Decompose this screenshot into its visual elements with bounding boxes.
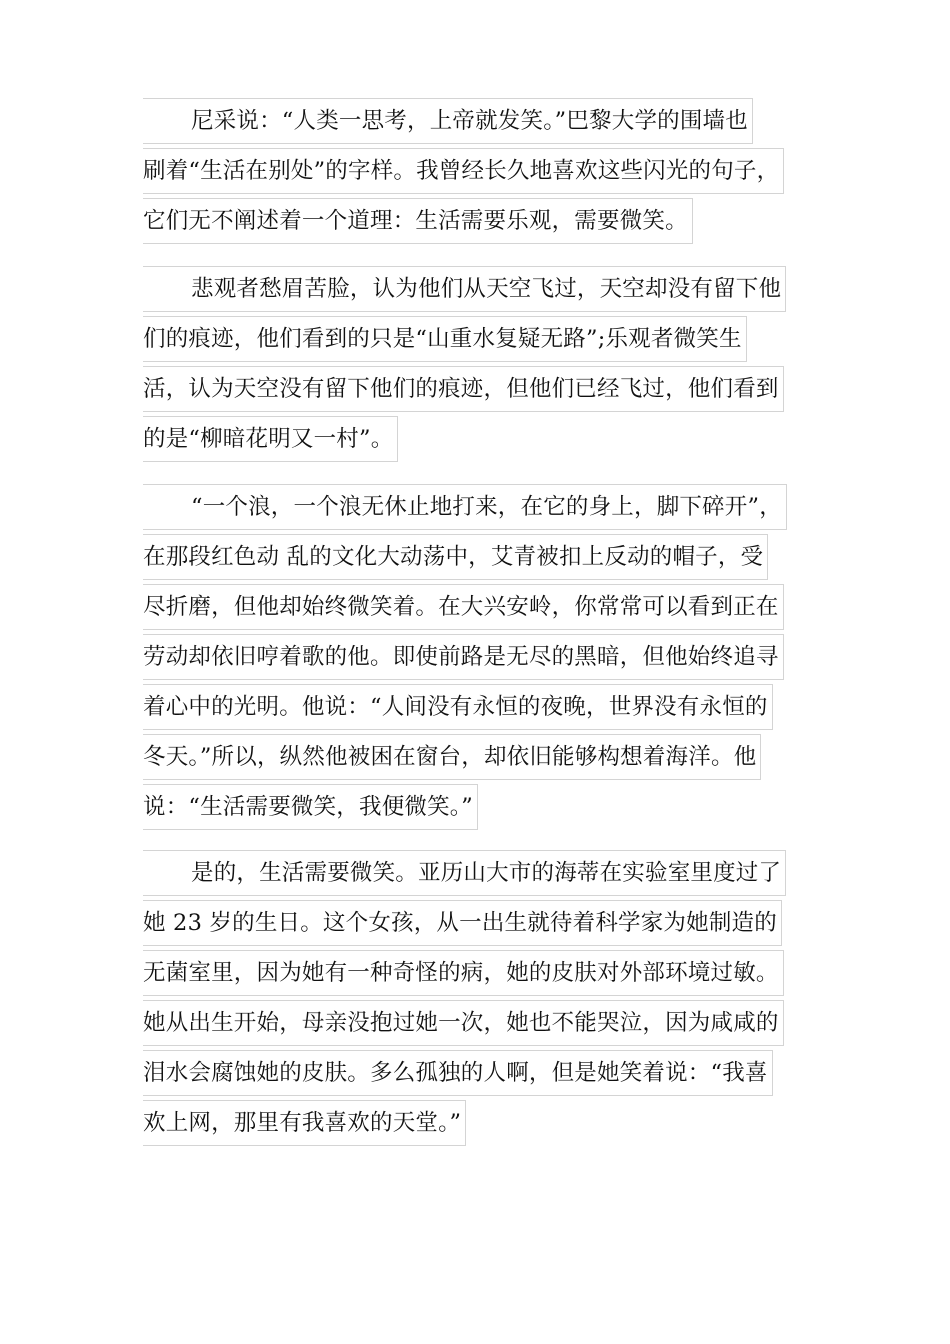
text-line: 尼采说：“人类一思考，上帝就发笑。”巴黎大学的围墙也 — [143, 96, 815, 146]
text-line: 是的，生活需要微笑。亚历山大市的海蒂在实验室里度过了 — [143, 848, 815, 898]
text-line: “一个浪，一个浪无休止地打来，在它的身上，脚下碎开”， — [143, 482, 815, 532]
text-line: 尽折磨，但他却始终微笑着。在大兴安岭，你常常可以看到正在 — [143, 582, 815, 632]
text-line: 无菌室里，因为她有一种奇怪的病，她的皮肤对外部环境过敏。 — [143, 948, 815, 998]
text-line: 着心中的光明。他说：“人间没有永恒的夜晚，世界没有永恒的 — [143, 682, 815, 732]
text-line: 说：“生活需要微笑，我便微笑。” — [143, 782, 815, 832]
text-line: 的是“柳暗花明又一村”。 — [143, 414, 815, 464]
text-line: 冬天。”所以，纵然他被困在窗台，却依旧能够构想着海洋。他 — [143, 732, 815, 782]
paragraph-heidi — [143, 848, 815, 1148]
text-line: 她 23 岁的生日。这个女孩，从一出生就待着科学家为她制造的 — [143, 898, 815, 948]
paragraph-pessimist-optimist — [143, 264, 815, 464]
text-line: 刷着“生活在别处”的字样。我曾经长久地喜欢这些闪光的句子， — [143, 146, 815, 196]
text-line: 在那段红色动 乱的文化大动荡中，艾青被扣上反动的帽子，受 — [143, 532, 815, 582]
text-line: 们的痕迹，他们看到的只是“山重水复疑无路”;乐观者微笑生 — [143, 314, 815, 364]
text-line: 欢上网，那里有我喜欢的天堂。” — [143, 1098, 815, 1148]
text-line: 它们无不阐述着一个道理：生活需要乐观，需要微笑。 — [143, 196, 815, 246]
text-line: 她从出生开始，母亲没抱过她一次，她也不能哭泣，因为咸咸的 — [143, 998, 815, 1048]
text-line: 劳动却依旧哼着歌的他。即使前路是无尽的黑暗，但他始终追寻 — [143, 632, 815, 682]
text-line: 活，认为天空没有留下他们的痕迹，但他们已经飞过，他们看到 — [143, 364, 815, 414]
text-line: 泪水会腐蚀她的皮肤。多么孤独的人啊，但是她笑着说：“我喜 — [143, 1048, 815, 1098]
paragraph-nietzsche — [143, 96, 815, 246]
paragraph-ai-qing — [143, 482, 815, 832]
text-line: 悲观者愁眉苦脸，认为他们从天空飞过，天空却没有留下他 — [143, 264, 815, 314]
